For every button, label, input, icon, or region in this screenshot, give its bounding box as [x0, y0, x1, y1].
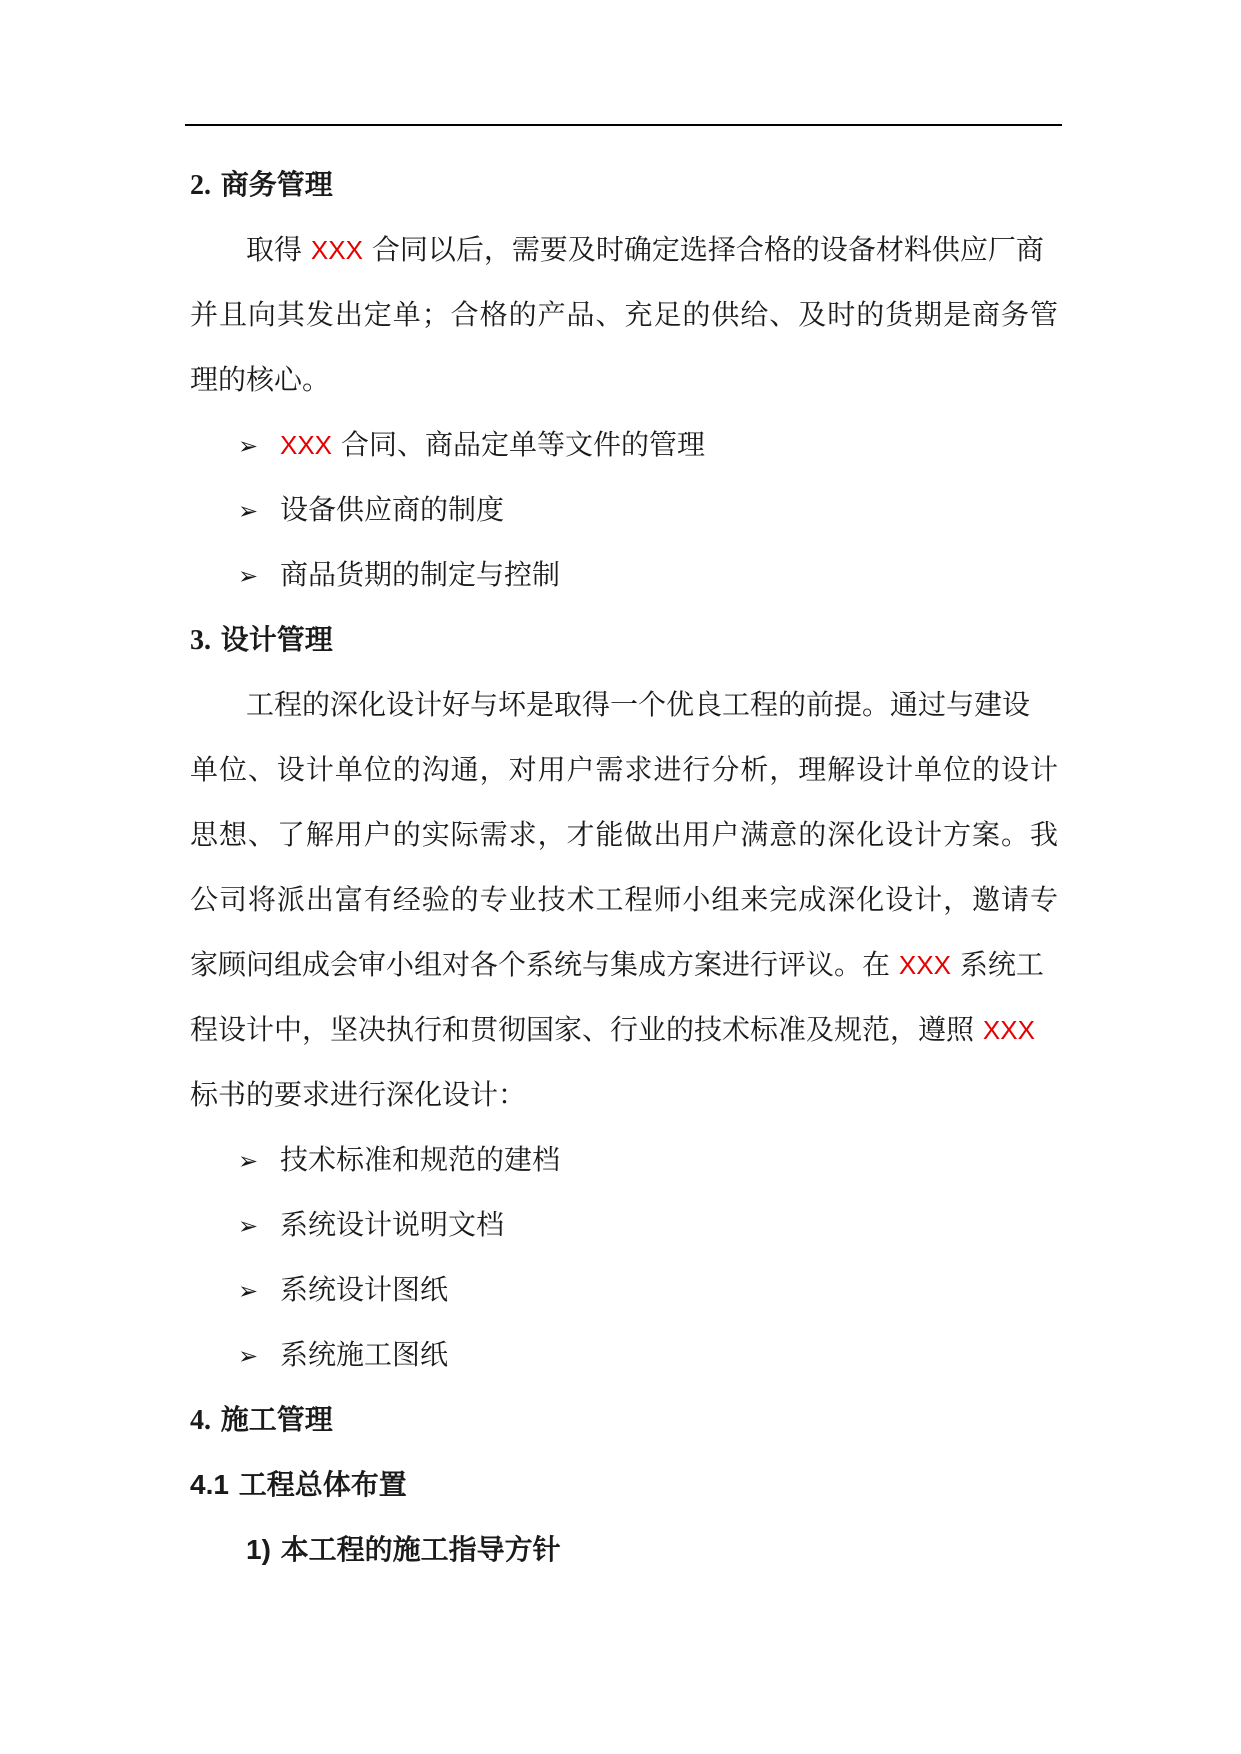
- paragraph-line: 程设计中，坚决执行和贯彻国家、行业的技术标准及规范，遵照 XXX: [190, 1013, 1035, 1046]
- list-item: ➢ 商品货期的制定与控制: [238, 555, 560, 596]
- header-rule: [185, 124, 1062, 126]
- placeholder-text: XXX: [982, 1015, 1035, 1045]
- section-number: 1): [246, 1534, 271, 1565]
- arrow-bullet-icon: ➢: [238, 497, 259, 525]
- list-item: ➢ 设备供应商的制度: [238, 490, 504, 531]
- section-number: 2.: [190, 170, 211, 201]
- paragraph-line: 单位、设计单位的沟通，对用户需求进行分析，理解设计单位的设计: [190, 753, 1058, 786]
- paragraph-line: 并且向其发出定单；合格的产品、充足的供给、及时的货期是商务管: [190, 298, 1058, 331]
- section-2-heading: [190, 165, 333, 206]
- arrow-bullet-icon: ➢: [238, 1342, 259, 1370]
- section-title: 商务管理: [220, 168, 333, 201]
- subsection-4-1-heading: [190, 1465, 407, 1505]
- section-number: 4.: [190, 1405, 211, 1436]
- arrow-bullet-icon: ➢: [238, 1277, 259, 1305]
- list-item: ➢ 系统设计说明文档: [238, 1205, 504, 1246]
- subsection-4-1-1-heading: [246, 1530, 561, 1570]
- list-item: ➢ 技术标准和规范的建档: [238, 1140, 560, 1181]
- section-number: 3.: [190, 625, 211, 656]
- list-item: ➢ 系统设计图纸: [238, 1270, 448, 1311]
- section-title: 施工管理: [220, 1403, 333, 1436]
- section-title: 设计管理: [220, 623, 333, 656]
- paragraph-line: 公司将派出富有经验的专业技术工程师小组来完成深化设计，邀请专: [190, 883, 1058, 916]
- placeholder-text: XXX: [280, 430, 333, 460]
- paragraph-line: 工程的深化设计好与坏是取得一个优良工程的前提。通过与建设: [246, 688, 1031, 721]
- section-number: 4.1: [190, 1469, 229, 1500]
- paragraph-line: 标书的要求进行深化设计：: [190, 1078, 527, 1111]
- arrow-bullet-icon: ➢: [238, 1147, 259, 1175]
- paragraph-line: 理的核心。: [190, 363, 331, 396]
- paragraph-line: 取得 XXX 合同以后，需要及时确定选择合格的设备材料供应厂商: [246, 233, 1044, 266]
- arrow-bullet-icon: ➢: [238, 432, 259, 460]
- section-4-heading: [190, 1400, 333, 1441]
- placeholder-text: XXX: [310, 235, 363, 265]
- section-title: 工程总体布置: [238, 1468, 407, 1501]
- arrow-bullet-icon: ➢: [238, 562, 259, 590]
- placeholder-text: XXX: [898, 950, 951, 980]
- section-title: 本工程的施工指导方针: [280, 1533, 561, 1566]
- list-item: ➢ 系统施工图纸: [238, 1335, 448, 1376]
- paragraph-line: 家顾问组成会审小组对各个系统与集成方案进行评议。在 XXX 系统工: [190, 948, 1044, 981]
- arrow-bullet-icon: ➢: [238, 1212, 259, 1240]
- section-3-heading: [190, 620, 333, 661]
- paragraph-line: 思想、了解用户的实际需求，才能做出用户满意的深化设计方案。我: [190, 818, 1058, 851]
- list-item: ➢ XXX 合同、商品定单等文件的管理: [238, 425, 705, 466]
